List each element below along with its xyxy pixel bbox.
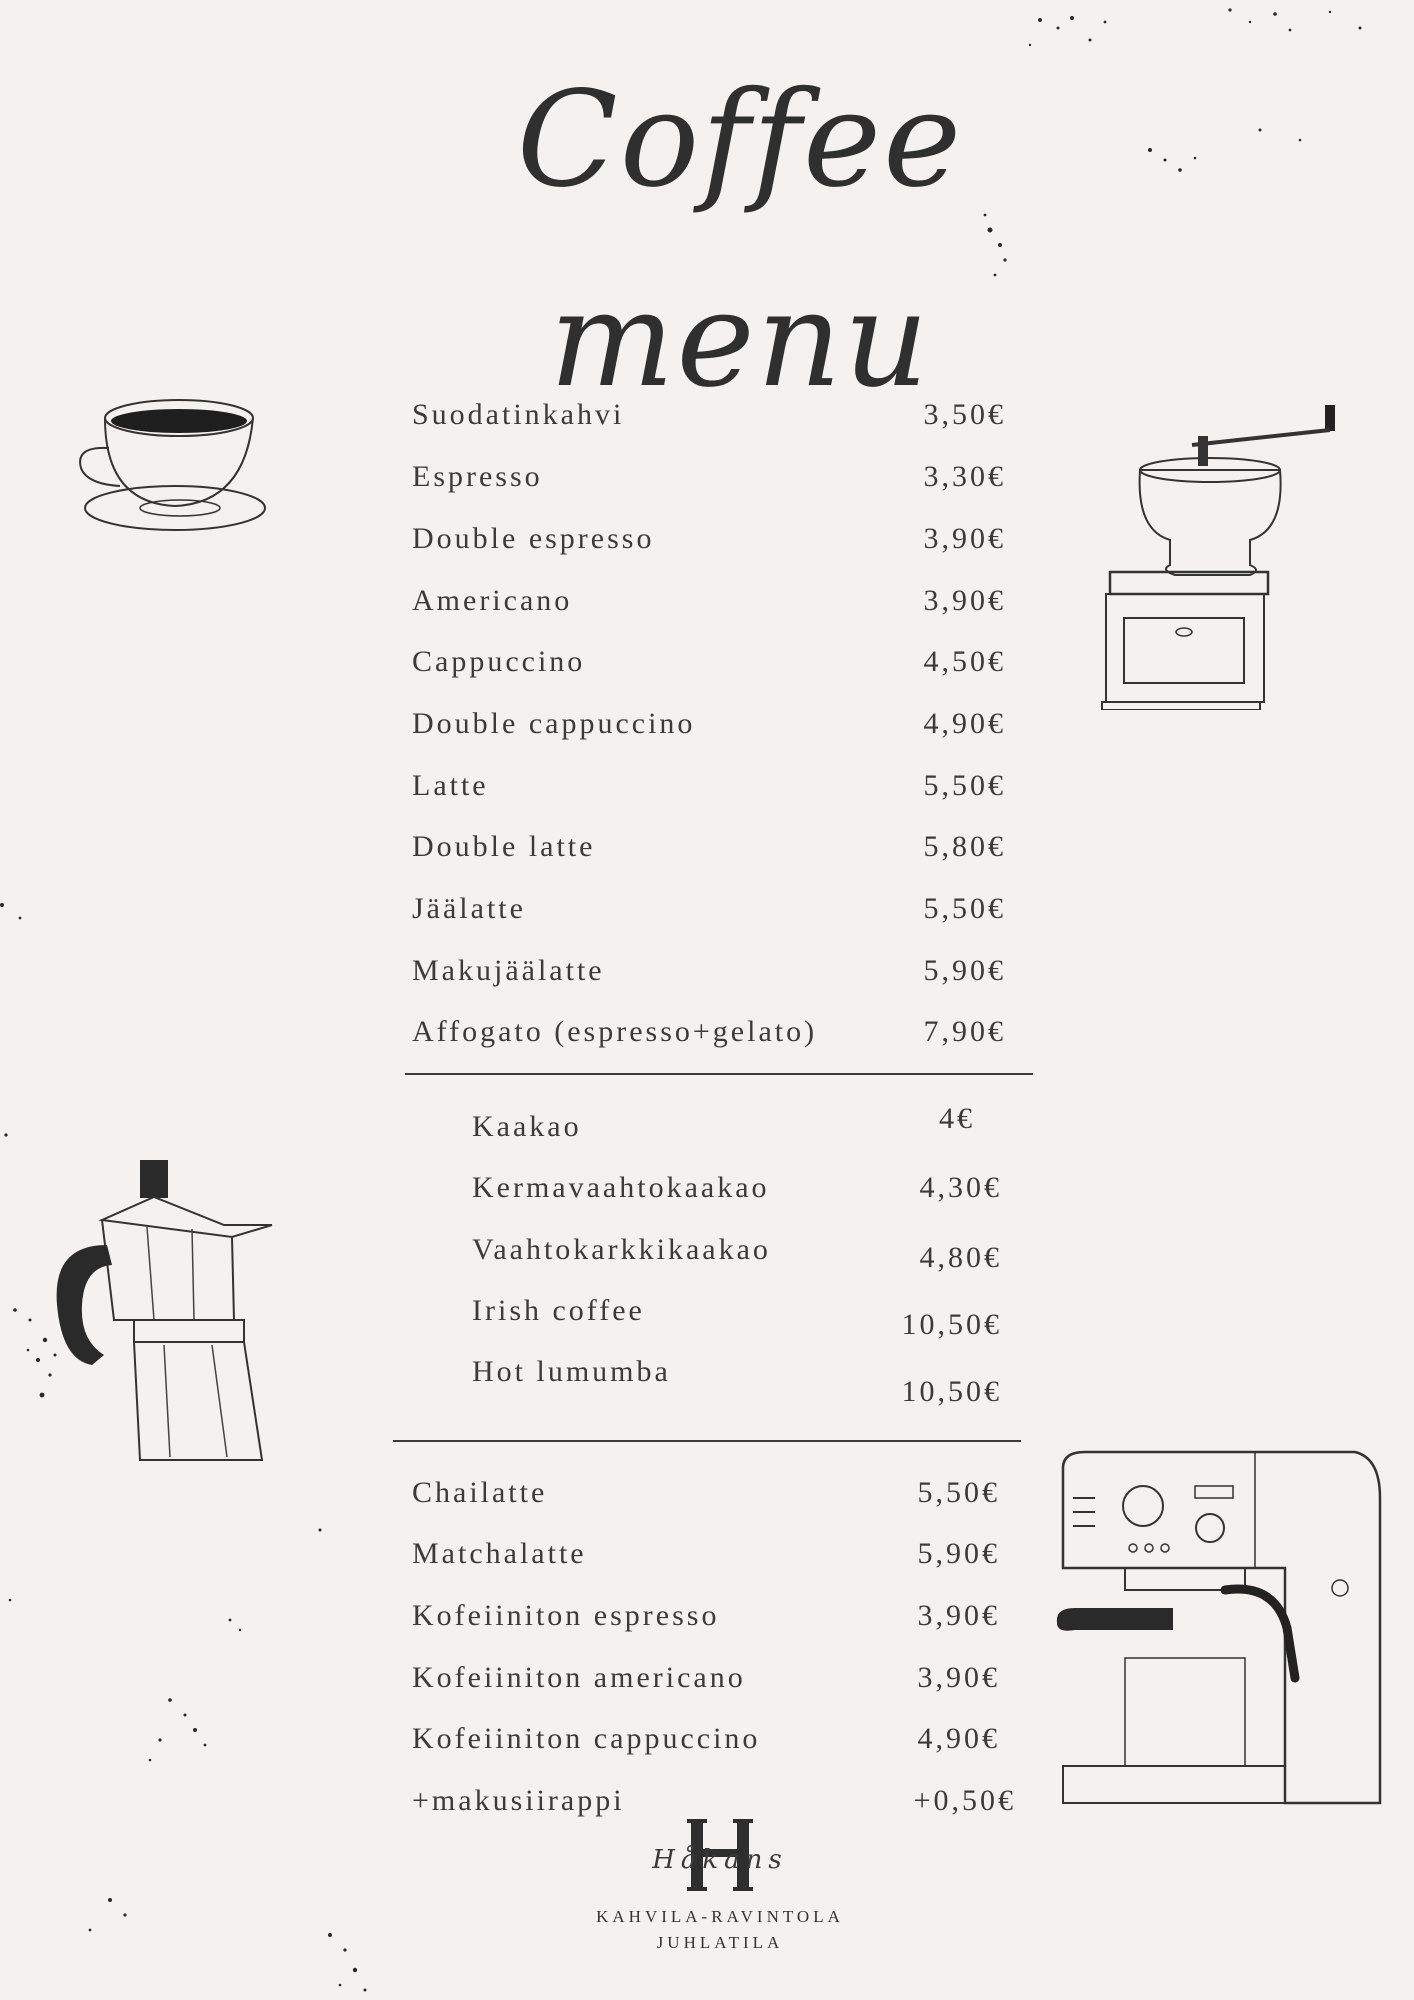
menu-item-name: Kaakao	[472, 1110, 582, 1143]
menu-item-name: Irish coffee	[472, 1294, 645, 1327]
menu-item-name: Matchalatte	[412, 1537, 587, 1570]
menu-item-name: Suodatinkahvi	[412, 398, 625, 431]
section-divider	[405, 1073, 1033, 1075]
menu-item-name: Cappuccino	[412, 645, 586, 678]
menu-item-price: 4,30€	[919, 1171, 1002, 1204]
menu-item	[472, 1233, 1002, 1273]
menu-item	[412, 1599, 1000, 1639]
menu-item-price: 4,50€	[923, 645, 1006, 678]
menu-item-name: Jäälatte	[412, 892, 526, 925]
menu-item-price: +0,50€	[913, 1784, 1016, 1817]
menu-item	[412, 1722, 1000, 1762]
menu-item-name: Double cappuccino	[412, 707, 696, 740]
menu-item-name: Double espresso	[412, 522, 655, 555]
menu-item-name: Double latte	[412, 830, 596, 863]
menu-item-price: 3,50€	[923, 398, 1006, 431]
brand-logo	[580, 1815, 860, 1965]
coffee-grinder-icon	[1100, 400, 1340, 710]
coffee-cup-icon	[75, 388, 275, 538]
menu-item-price: 5,50€	[923, 769, 1006, 802]
menu-item-price: 3,90€	[917, 1661, 1000, 1694]
menu-item-price: 7,90€	[923, 1015, 1006, 1048]
menu-item-price: 10,50€	[901, 1375, 1002, 1408]
menu-item	[412, 584, 1006, 624]
menu-item-name: Makujäälatte	[412, 954, 605, 987]
menu-item-name: Kofeiiniton americano	[412, 1661, 746, 1694]
moka-pot-icon	[52, 1155, 282, 1465]
menu-item	[472, 1171, 1002, 1211]
menu-item-name: Hot lumumba	[472, 1355, 671, 1388]
menu-item	[412, 892, 1006, 932]
menu-item	[472, 1355, 1002, 1408]
menu-item-price: 10,50€	[901, 1308, 1002, 1341]
menu-item-price: 3,30€	[923, 460, 1006, 493]
menu-item	[472, 1294, 1002, 1341]
menu-item-name: Kofeiiniton espresso	[412, 1599, 720, 1632]
menu-item-price: 3,90€	[923, 584, 1006, 617]
menu-item-price: 5,90€	[923, 954, 1006, 987]
brand-tagline-1: KAHVILA-RAVINTOLA	[596, 1907, 844, 1926]
menu-item	[412, 645, 1006, 685]
menu-item-price: 4,90€	[923, 707, 1006, 740]
menu-item-price: 4€	[939, 1102, 975, 1135]
brand-tagline-2: JUHLATILA	[656, 1933, 784, 1952]
menu-item-name: Espresso	[412, 460, 543, 493]
menu-item-name: Chailatte	[412, 1476, 548, 1509]
menu-item	[412, 769, 1006, 809]
menu-item-name: Kofeiiniton cappuccino	[412, 1722, 761, 1755]
menu-item-name: +makusiirappi	[412, 1784, 625, 1817]
menu-item	[412, 954, 1006, 994]
brand-script: Håkans	[652, 1845, 788, 1875]
page-title: Coffee menu	[516, 63, 964, 417]
menu-item	[412, 1661, 1000, 1701]
menu-item-name: Latte	[412, 769, 489, 802]
menu-item-name: Kermavaahtokaakao	[472, 1171, 770, 1204]
menu-item-name: Americano	[412, 584, 573, 617]
menu-item-name: Affogato (espresso+gelato)	[412, 1015, 818, 1048]
menu-item-name: Vaahtokarkkikaakao	[472, 1233, 771, 1266]
menu-item	[472, 1102, 1002, 1150]
menu-item-price: 4,90€	[917, 1722, 1000, 1755]
menu-item-price: 4,80€	[919, 1241, 1002, 1274]
menu-item	[412, 707, 1006, 747]
menu-item	[412, 1476, 1000, 1516]
menu-item-price: 5,80€	[923, 830, 1006, 863]
menu-item	[412, 1537, 1000, 1577]
menu-item	[412, 522, 1006, 562]
menu-item-price: 5,90€	[917, 1537, 1000, 1570]
espresso-machine-icon	[1055, 1448, 1385, 1813]
menu-item	[412, 460, 1006, 500]
section-divider	[393, 1440, 1021, 1442]
menu-item-price: 5,50€	[917, 1476, 1000, 1509]
menu-item	[412, 830, 1006, 870]
menu-item	[412, 398, 1006, 438]
menu-item-price: 3,90€	[917, 1599, 1000, 1632]
menu-item-price: 5,50€	[923, 892, 1006, 925]
menu-item	[412, 1015, 1006, 1055]
menu-item-price: 3,90€	[923, 522, 1006, 555]
